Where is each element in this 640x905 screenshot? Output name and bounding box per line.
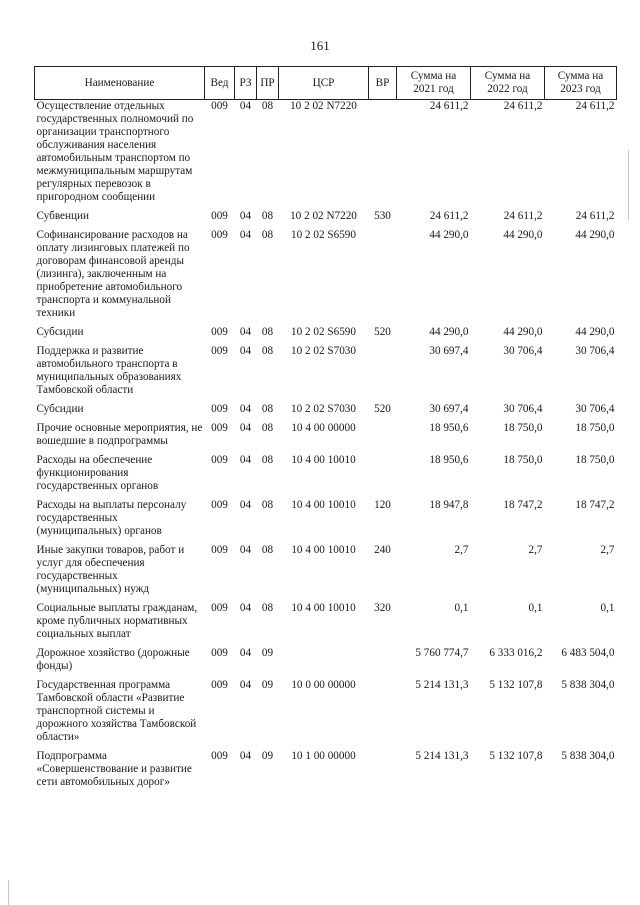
table-row xyxy=(35,454,617,493)
cell-csr: 10 2 02 S7030 xyxy=(291,345,356,357)
cell-rz: 04 xyxy=(239,210,252,222)
cell-vr xyxy=(369,100,397,205)
table-header-row xyxy=(35,67,617,100)
cell-csr: 10 0 00 00000 xyxy=(291,679,356,691)
header-pr: ПР xyxy=(257,67,279,100)
cell-csr: 10 2 02 N7220 xyxy=(290,100,357,112)
cell-pr: 08 xyxy=(261,454,274,466)
cell-csr: 10 2 02 N7220 xyxy=(290,210,357,222)
table-row xyxy=(35,210,617,223)
cell-csr: 10 4 00 10010 xyxy=(291,602,356,614)
page-number: 161 xyxy=(310,38,330,53)
cell-vr xyxy=(369,345,397,397)
cell-rz: 04 xyxy=(239,345,252,357)
cell-ved: 009 xyxy=(211,679,228,691)
cell-sum-2023: 5 838 304,0 xyxy=(561,750,615,762)
cell-csr: 10 1 00 00000 xyxy=(291,750,356,762)
cell-name: Расходы на обеспечение функционирования государственных органов xyxy=(36,454,159,492)
cell-sum-2022: 5 132 107,8 xyxy=(489,679,543,691)
cell-sum-2022: 18 750,0 xyxy=(503,454,543,466)
cell-rz: 04 xyxy=(239,422,252,434)
margin-scan-mark-bottom xyxy=(8,880,9,905)
cell-ved: 009 xyxy=(211,750,228,762)
cell-sum-2021: 5 214 131,3 xyxy=(415,679,469,691)
cell-ved: 009 xyxy=(211,602,228,614)
cell-vr: 120 xyxy=(374,499,391,511)
cell-ved: 009 xyxy=(211,210,228,222)
cell-sum-2021: 2,7 xyxy=(454,544,469,556)
table-row xyxy=(35,602,617,641)
cell-ved: 009 xyxy=(211,345,228,357)
cell-sum-2022: 24 611,2 xyxy=(503,210,543,222)
cell-vr: 520 xyxy=(374,326,391,338)
cell-sum-2022: 24 611,2 xyxy=(503,100,543,112)
cell-rz: 04 xyxy=(239,454,252,466)
cell-rz: 04 xyxy=(239,602,252,614)
cell-sum-2023: 30 706,4 xyxy=(575,345,615,357)
table-row xyxy=(35,326,617,339)
cell-sum-2021: 18 947,8 xyxy=(429,499,469,511)
cell-sum-2023: 44 290,0 xyxy=(575,229,615,241)
header-rz: РЗ xyxy=(235,67,257,100)
cell-name: Субсидии xyxy=(36,326,84,338)
cell-sum-2023: 24 611,2 xyxy=(575,100,615,112)
cell-vr: 320 xyxy=(374,602,391,614)
cell-sum-2023: 18 750,0 xyxy=(575,454,615,466)
table-row xyxy=(35,229,617,320)
cell-sum-2023: 5 838 304,0 xyxy=(561,679,615,691)
cell-csr xyxy=(279,647,369,673)
cell-sum-2023: 18 747,2 xyxy=(575,499,615,511)
cell-sum-2022: 30 706,4 xyxy=(503,403,543,415)
cell-ved: 009 xyxy=(211,454,228,466)
cell-sum-2022: 5 132 107,8 xyxy=(489,750,543,762)
cell-vr xyxy=(369,679,397,744)
cell-sum-2022: 30 706,4 xyxy=(503,345,543,357)
cell-vr xyxy=(369,454,397,493)
cell-name: Государственная программа Тамбовской области «Развитие транспортной системы и дорожного хозяйства Тамбовской области» xyxy=(36,679,197,743)
cell-csr: 10 4 00 00000 xyxy=(291,422,356,434)
cell-vr xyxy=(369,750,397,789)
cell-pr: 08 xyxy=(261,403,274,415)
cell-name: Субсидии xyxy=(36,403,84,415)
cell-ved: 009 xyxy=(211,100,228,112)
cell-csr: 10 2 02 S7030 xyxy=(291,403,356,415)
cell-name: Дорожное хозяйство (дорожные фонды) xyxy=(36,647,190,672)
cell-sum-2023: 24 611,2 xyxy=(575,210,615,222)
cell-sum-2021: 30 697,4 xyxy=(429,345,469,357)
cell-sum-2023: 44 290,0 xyxy=(575,326,615,338)
cell-csr: 10 4 00 10010 xyxy=(291,454,356,466)
cell-pr: 08 xyxy=(261,544,274,556)
cell-pr: 08 xyxy=(261,100,274,112)
table-row xyxy=(35,345,617,397)
cell-sum-2023: 6 483 504,0 xyxy=(561,647,615,659)
cell-rz: 04 xyxy=(239,647,252,659)
header-sum-2021: Сумма на 2021 год xyxy=(397,67,471,100)
cell-vr: 240 xyxy=(374,544,391,556)
header-ved: Вед xyxy=(205,67,235,100)
cell-pr: 08 xyxy=(261,422,274,434)
cell-vr: 520 xyxy=(374,403,391,415)
cell-pr: 09 xyxy=(261,750,274,762)
cell-sum-2021: 44 290,0 xyxy=(429,229,469,241)
cell-ved: 009 xyxy=(211,422,228,434)
cell-sum-2022: 44 290,0 xyxy=(503,326,543,338)
cell-name: Прочие основные мероприятия, не вошедшие в подпрограммы xyxy=(36,422,203,447)
cell-name: Иные закупки товаров, работ и услуг для обеспечения государственных (муниципальных) нужд xyxy=(36,544,185,595)
cell-csr: 10 2 02 S6590 xyxy=(291,229,356,241)
cell-rz: 04 xyxy=(239,229,252,241)
table-row xyxy=(35,499,617,538)
cell-pr: 08 xyxy=(261,499,274,511)
cell-rz: 04 xyxy=(239,100,252,112)
cell-sum-2021: 18 950,6 xyxy=(429,422,469,434)
cell-csr: 10 2 02 S6590 xyxy=(291,326,356,338)
cell-sum-2021: 5 760 774,7 xyxy=(415,647,469,659)
budget-table xyxy=(34,66,617,789)
cell-name: Субвенции xyxy=(36,210,89,222)
cell-pr: 08 xyxy=(261,229,274,241)
cell-pr: 08 xyxy=(261,326,274,338)
cell-sum-2023: 18 750,0 xyxy=(575,422,615,434)
table-row xyxy=(35,679,617,744)
cell-sum-2022: 44 290,0 xyxy=(503,229,543,241)
table-row xyxy=(35,750,617,789)
cell-sum-2021: 24 611,2 xyxy=(429,100,469,112)
cell-ved: 009 xyxy=(211,499,228,511)
cell-rz: 04 xyxy=(239,326,252,338)
cell-ved: 009 xyxy=(211,544,228,556)
cell-name: Поддержка и развитие автомобильного транспорта в муниципальных образованиях Тамбовской области xyxy=(36,345,182,396)
cell-pr: 08 xyxy=(261,602,274,614)
table-body xyxy=(35,100,617,790)
cell-vr xyxy=(369,422,397,448)
cell-ved: 009 xyxy=(211,647,228,659)
cell-sum-2021: 30 697,4 xyxy=(429,403,469,415)
cell-name: Социальные выплаты гражданам, кроме публичных нормативных социальных выплат xyxy=(36,602,198,640)
table-row xyxy=(35,403,617,416)
header-csr: ЦСР xyxy=(279,67,369,100)
cell-sum-2021: 5 214 131,3 xyxy=(415,750,469,762)
cell-sum-2023: 2,7 xyxy=(600,544,615,556)
cell-sum-2023: 0,1 xyxy=(600,602,615,614)
cell-pr: 08 xyxy=(261,345,274,357)
cell-pr: 09 xyxy=(261,679,274,691)
table-row xyxy=(35,647,617,673)
cell-sum-2021: 18 950,6 xyxy=(429,454,469,466)
cell-sum-2022: 2,7 xyxy=(528,544,543,556)
cell-rz: 04 xyxy=(239,499,252,511)
cell-sum-2021: 24 611,2 xyxy=(429,210,469,222)
cell-name: Софинансирование расходов на оплату лизинговых платежей по договорам финансовой аренды (лизинга), заключенным на приобретение автомобильного транспорта и коммунальной техники xyxy=(36,229,190,319)
cell-rz: 04 xyxy=(239,403,252,415)
cell-pr: 09 xyxy=(261,647,274,659)
cell-sum-2022: 18 747,2 xyxy=(503,499,543,511)
cell-sum-2022: 6 333 016,2 xyxy=(489,647,543,659)
cell-csr: 10 4 00 10010 xyxy=(291,544,356,556)
cell-ved: 009 xyxy=(211,229,228,241)
table-row xyxy=(35,100,617,205)
cell-rz: 04 xyxy=(239,544,252,556)
cell-name: Осуществление отдельных государственных полномочий по организации транспортного обслуживания населения автомобильным транспортом по межмуниципальным маршрутам регулярных перевозок в пригородном сообщении xyxy=(36,100,194,203)
header-sum-2022: Сумма на 2022 год xyxy=(471,67,545,100)
cell-sum-2022: 0,1 xyxy=(528,602,543,614)
cell-vr xyxy=(369,229,397,320)
table-row xyxy=(35,544,617,596)
cell-name: Подпрограмма «Совершенствование и развитие сети автомобильных дорог» xyxy=(36,750,192,788)
cell-name: Расходы на выплаты персоналу государственных (муниципальных) органов xyxy=(36,499,187,537)
margin-scan-mark xyxy=(628,150,629,220)
cell-sum-2021: 0,1 xyxy=(454,602,469,614)
header-vr: ВР xyxy=(369,67,397,100)
cell-sum-2022: 18 750,0 xyxy=(503,422,543,434)
header-sum-2023: Сумма на 2023 год xyxy=(545,67,617,100)
cell-vr: 530 xyxy=(374,210,391,222)
cell-pr: 08 xyxy=(261,210,274,222)
header-name: Наименование xyxy=(35,67,205,100)
cell-ved: 009 xyxy=(211,403,228,415)
cell-rz: 04 xyxy=(239,679,252,691)
cell-sum-2021: 44 290,0 xyxy=(429,326,469,338)
table-row xyxy=(35,422,617,448)
cell-vr xyxy=(369,647,397,673)
cell-sum-2023: 30 706,4 xyxy=(575,403,615,415)
cell-ved: 009 xyxy=(211,326,228,338)
cell-rz: 04 xyxy=(239,750,252,762)
cell-csr: 10 4 00 10010 xyxy=(291,499,356,511)
